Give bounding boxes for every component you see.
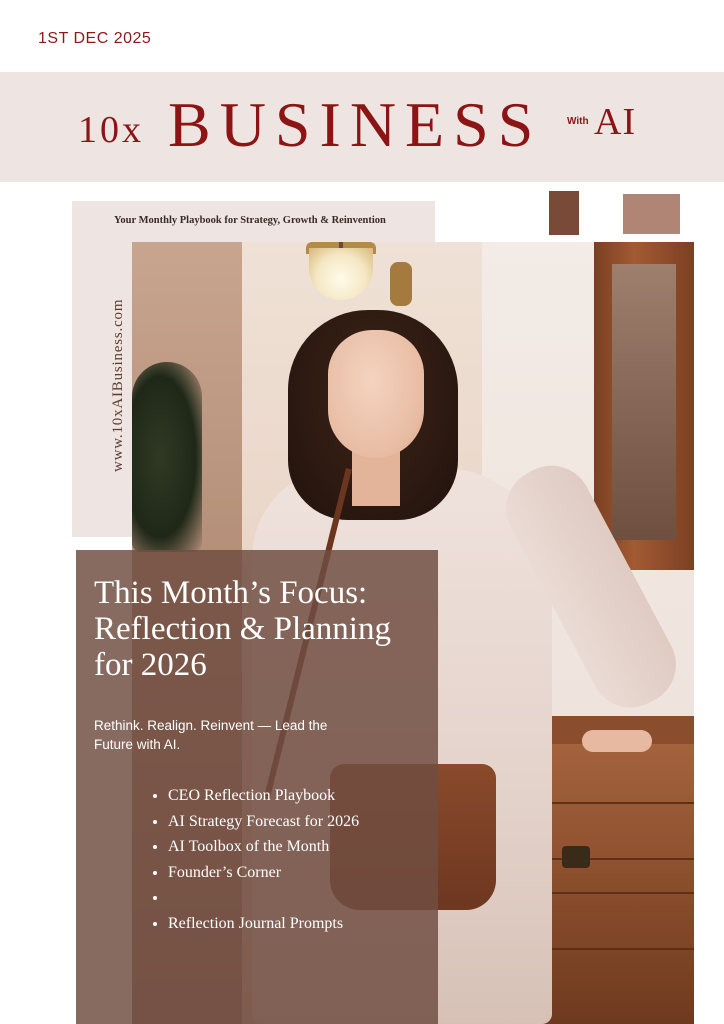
- color-swatch-light: [623, 194, 680, 234]
- pendant-lamp: [309, 248, 373, 300]
- tagline: Your Monthly Playbook for Strategy, Growth & Reinvention: [114, 215, 386, 226]
- contents-item: • AI Toolbox of the Month: [168, 834, 359, 860]
- woman-face: [328, 330, 424, 458]
- woman-hand: [582, 730, 652, 752]
- contents-item: • AI Strategy Forecast for 2026: [168, 809, 359, 835]
- issue-date: 1ST DEC 2025: [38, 30, 152, 47]
- website-url: www.10xAIBusiness.com: [110, 298, 126, 472]
- logo-main: BUSINESS: [168, 89, 543, 160]
- color-swatch-dark: [549, 191, 579, 235]
- masthead-logo: [0, 72, 724, 182]
- logo-suffix: AI: [594, 101, 637, 143]
- contents-list: [148, 783, 359, 936]
- drawer-handle: [562, 846, 590, 868]
- feature-headline: This Month’s Focus: Reflection & Planning for 2026: [94, 575, 391, 683]
- contents-item: • Reflection Journal Prompts: [168, 911, 359, 937]
- mirror-glass: [612, 264, 676, 540]
- contents-item: [168, 885, 359, 911]
- contents-item: • CEO Reflection Playbook: [168, 783, 359, 809]
- logo-with: With: [567, 116, 589, 127]
- masthead: [0, 72, 724, 182]
- feature-subtitle: Rethink. Realign. Reinvent — Lead the Future with AI.: [94, 718, 328, 752]
- logo-prefix: 10x: [78, 109, 144, 151]
- contents-item: • Founder’s Corner: [168, 860, 359, 886]
- plant: [132, 362, 202, 552]
- wall-sconce: [390, 262, 412, 306]
